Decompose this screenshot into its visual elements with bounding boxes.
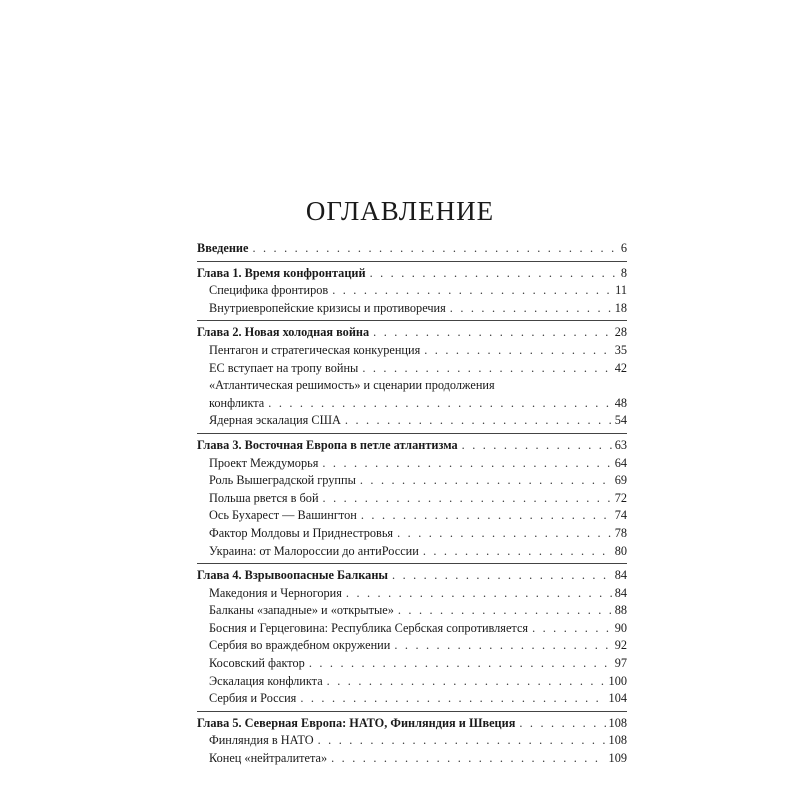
item-title: Конец «нейтралитета»: [209, 751, 328, 766]
toc-item[interactable]: [197, 455, 627, 473]
item-title: Пентагон и стратегическая конкуренция: [209, 342, 421, 357]
page-number: 78: [614, 525, 627, 540]
page-number: 64: [614, 455, 627, 470]
toc-item[interactable]: [197, 412, 627, 430]
item-title: Внутриевропейские кризисы и противоречия: [209, 300, 446, 315]
section-divider: [197, 320, 627, 321]
toc-chapter-4[interactable]: [197, 567, 627, 585]
dot-leader: [397, 525, 612, 543]
page-number: 69: [614, 473, 627, 488]
page-number: 84: [614, 568, 627, 583]
chapter-title: Введение: [197, 241, 249, 255]
dot-leader: [309, 655, 612, 673]
toc-item[interactable]: [197, 342, 627, 360]
page-number: 48: [614, 395, 627, 410]
page-number: 108: [608, 715, 627, 730]
dot-leader: [318, 732, 606, 750]
item-title: Польша рвется в бой: [209, 490, 319, 505]
page-number: 18: [614, 300, 627, 315]
table-of-contents: [197, 240, 627, 768]
item-title-line-1: «Атлантическая решимость» и сценарии продолжения: [209, 378, 495, 393]
dot-leader: [268, 395, 611, 413]
dot-leader: [519, 715, 605, 733]
dot-leader: [327, 673, 606, 691]
dot-leader: [361, 507, 612, 525]
chapter-title: Глава 4. Взрывоопасные Балканы: [197, 568, 389, 583]
toc-item[interactable]: [197, 472, 627, 490]
dot-leader: [462, 437, 612, 455]
toc-item[interactable]: [197, 360, 627, 378]
dot-leader: [532, 620, 612, 638]
toc-item[interactable]: [197, 282, 627, 300]
toc-item[interactable]: [197, 490, 627, 508]
page-number: 54: [614, 413, 627, 428]
page-number: 42: [614, 360, 627, 375]
item-title: Украина: от Малороссии до антиРоссии: [209, 543, 419, 558]
dot-leader: [392, 567, 612, 585]
item-title: Балканы «западные» и «открытые»: [209, 603, 394, 618]
dot-leader: [450, 300, 612, 318]
item-title: Финляндия в НАТО: [209, 733, 314, 748]
item-title: Эскалация конфликта: [209, 673, 323, 688]
dot-leader: [362, 360, 611, 378]
chapter-title: Глава 2. Новая холодная война: [197, 325, 370, 340]
dot-leader: [332, 282, 612, 300]
page-number: 90: [614, 620, 627, 635]
page-number: 11: [615, 283, 627, 298]
page-number: 6: [620, 241, 627, 255]
item-title: Фактор Молдовы и Приднестровья: [209, 525, 394, 540]
page-number: 28: [614, 325, 627, 340]
toc-item[interactable]: [197, 690, 627, 708]
toc-item[interactable]: [197, 585, 627, 603]
toc-chapter-intro[interactable]: [197, 240, 627, 258]
toc-item[interactable]: [197, 300, 627, 318]
dot-leader: [345, 412, 612, 430]
section-divider: [197, 563, 627, 564]
item-title: Сербия во враждебном окружении: [209, 638, 391, 653]
item-title: Косовский фактор: [209, 656, 305, 671]
dot-leader: [323, 490, 612, 508]
page-number: 63: [614, 437, 627, 452]
page-number: 97: [614, 656, 627, 671]
chapter-title: Глава 1. Время конфронтаций: [197, 265, 366, 280]
page-title: ОГЛАВЛЕНИЕ: [305, 196, 495, 226]
toc-chapter-1[interactable]: [197, 265, 627, 283]
page-number: 88: [614, 603, 627, 618]
dot-leader: [424, 342, 611, 360]
item-title: Босния и Герцеговина: Республика Сербская сопротивляется: [209, 620, 529, 635]
dot-leader: [300, 690, 605, 708]
dot-leader: [370, 265, 618, 283]
toc-chapter-5[interactable]: [197, 715, 627, 733]
item-title: Ось Бухарест — Вашингтон: [209, 508, 357, 523]
chapter-title: Глава 5. Северная Европа: НАТО, Финляндия и Швеция: [197, 715, 516, 730]
dot-leader: [373, 324, 612, 342]
page-number: 8: [620, 265, 627, 280]
chapter-title: Глава 3. Восточная Европа в петле атлантизма: [197, 437, 458, 452]
page-number: 100: [608, 673, 627, 688]
item-title: Роль Вышеградской группы: [209, 473, 356, 488]
toc-item[interactable]: [197, 655, 627, 673]
toc-item[interactable]: [197, 620, 627, 638]
toc-item[interactable]: [197, 673, 627, 691]
section-divider: [197, 433, 627, 434]
item-title: Специфика фронтиров: [209, 283, 329, 298]
page-number: 74: [614, 508, 627, 523]
page-number: 109: [608, 751, 627, 766]
page-number: 92: [614, 638, 627, 653]
toc-chapter-3[interactable]: [197, 437, 627, 455]
dot-leader: [394, 637, 611, 655]
dot-leader: [346, 585, 612, 603]
toc-item-multiline[interactable]: [197, 377, 627, 412]
page-number: 35: [614, 342, 627, 357]
item-title: Ядерная эскалация США: [209, 413, 341, 428]
dot-leader: [423, 543, 612, 561]
section-divider: [197, 261, 627, 262]
page-number: 80: [614, 543, 627, 558]
item-title: Сербия и Россия: [209, 691, 297, 706]
dot-leader: [398, 602, 612, 620]
item-title-line-2: конфликта: [209, 395, 265, 410]
dot-leader: [252, 240, 617, 258]
page-number: 72: [614, 490, 627, 505]
page-number: 104: [608, 691, 627, 706]
page-number: 108: [608, 733, 627, 748]
item-title: Македония и Черногория: [209, 585, 342, 600]
toc-item[interactable]: [197, 732, 627, 750]
dot-leader: [331, 750, 605, 768]
item-title: ЕС вступает на тропу войны: [209, 360, 359, 375]
dot-leader: [322, 455, 611, 473]
toc-item[interactable]: [197, 637, 627, 655]
toc-chapter-2[interactable]: [197, 324, 627, 342]
dot-leader: [360, 472, 612, 490]
page-number: 84: [614, 585, 627, 600]
section-divider: [197, 711, 627, 712]
toc-item[interactable]: [197, 525, 627, 543]
toc-item[interactable]: [197, 543, 627, 561]
toc-item[interactable]: [197, 602, 627, 620]
toc-item[interactable]: [197, 507, 627, 525]
toc-item[interactable]: [197, 750, 627, 768]
item-title: Проект Междуморья: [209, 455, 319, 470]
